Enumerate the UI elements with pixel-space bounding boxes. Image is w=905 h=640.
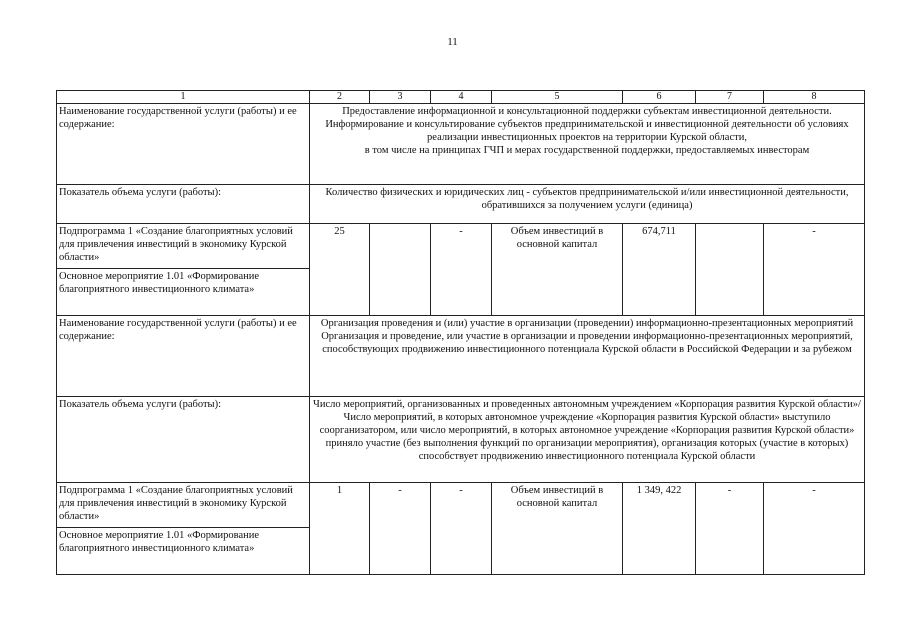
main-measure-cell: Основное мероприятие 1.01 «Формирование благоприятного инвестиционного климата»: [57, 269, 310, 316]
subprogram-cell: Подпрограмма 1 «Создание благоприятных условий для привлечения инвестиций в экономику Курской области»: [57, 224, 310, 269]
col-header-7: 7: [696, 91, 764, 104]
service-name-line: в том числе на принципах ГЧП и мерах государственной поддержки, предоставляемых инвесторам: [364, 145, 810, 156]
value-col-3: -: [370, 483, 431, 575]
value-col-4: -: [431, 224, 492, 316]
col-header-8: 8: [764, 91, 865, 104]
col-header-1: 1: [57, 91, 310, 104]
program-row: [57, 224, 865, 269]
value-col-6: 674,711: [623, 224, 696, 316]
program-row: [57, 483, 865, 528]
value-col-3: [370, 224, 431, 316]
indicator-row: [57, 185, 865, 224]
value-col-7: -: [696, 483, 764, 575]
service-name-text: [310, 104, 865, 185]
services-table: [56, 90, 865, 575]
value-col-2: 1: [310, 483, 370, 575]
subprogram-cell: Подпрограмма 1 «Создание благоприятных условий для привлечения инвестиций в экономику Курской области»: [57, 483, 310, 528]
indicator-text: Количество физических и юридических лиц - субъектов предпринимательской и/или инвестиционной деятельности, обратившихся за получением услуги (единица): [310, 185, 865, 224]
value-col-6: 1 349, 422: [623, 483, 696, 575]
service-name-row: [57, 316, 865, 397]
value-col-5: Объем инвестиций в основной капитал: [492, 483, 623, 575]
col-header-4: 4: [431, 91, 492, 104]
indicator-label: Показатель объема услуги (работы):: [57, 185, 310, 224]
service-name-row: [57, 104, 865, 185]
value-col-7: [696, 224, 764, 316]
col-header-2: 2: [310, 91, 370, 104]
value-col-8: -: [764, 483, 865, 575]
indicator-text: Число мероприятий, организованных и проведенных автономным учреждением «Корпорация развития Курской области»/Число мероприятий, в которых автономное учреждение «Корпорация развития Курской области» выступило соорганизатором, или число мероприятий, в которых автономное учреждение «Корпорация развития Курской области» приняло участие (без выполнения функций по организации мероприятия), организация которых (участие в которых) способствует продвижению инвестиционного потенциала Курской области: [310, 397, 865, 483]
service-name-text: [310, 316, 865, 397]
service-name-label: Наименование государственной услуги (работы) и ее содержание:: [57, 316, 310, 397]
service-name-line: Предоставление информационной и консультационной поддержки субъектам инвестиционной деятельности.: [342, 106, 832, 117]
value-col-4: -: [431, 483, 492, 575]
value-col-2: 25: [310, 224, 370, 316]
service-name-line: Организация проведения и (или) участие в организации (проведении) информационно-презентационных мероприятий: [320, 318, 854, 329]
service-name-line: Информирование и консультирование субъектов предпринимательской и инвестиционной деятельности об условиях реализации инвестиционных проектов на территории Курской области,: [325, 119, 849, 143]
value-col-8: -: [764, 224, 865, 316]
indicator-label: Показатель объема услуги (работы):: [57, 397, 310, 483]
main-measure-cell: Основное мероприятие 1.01 «Формирование благоприятного инвестиционного климата»: [57, 528, 310, 575]
value-col-5: Объем инвестиций в основной капитал: [492, 224, 623, 316]
service-name-label: Наименование государственной услуги (работы) и ее содержание:: [57, 104, 310, 185]
column-number-row: [57, 91, 865, 104]
col-header-6: 6: [623, 91, 696, 104]
col-header-5: 5: [492, 91, 623, 104]
page-number: 11: [447, 36, 458, 48]
indicator-row: [57, 397, 865, 483]
col-header-3: 3: [370, 91, 431, 104]
service-name-line: Организация и проведение, или участие в организации и проведении информационно-презентационных мероприятий, способствующих продвижению инвестиционного потенциала Курской области в Российской Федерации и за рубежом: [321, 331, 853, 355]
